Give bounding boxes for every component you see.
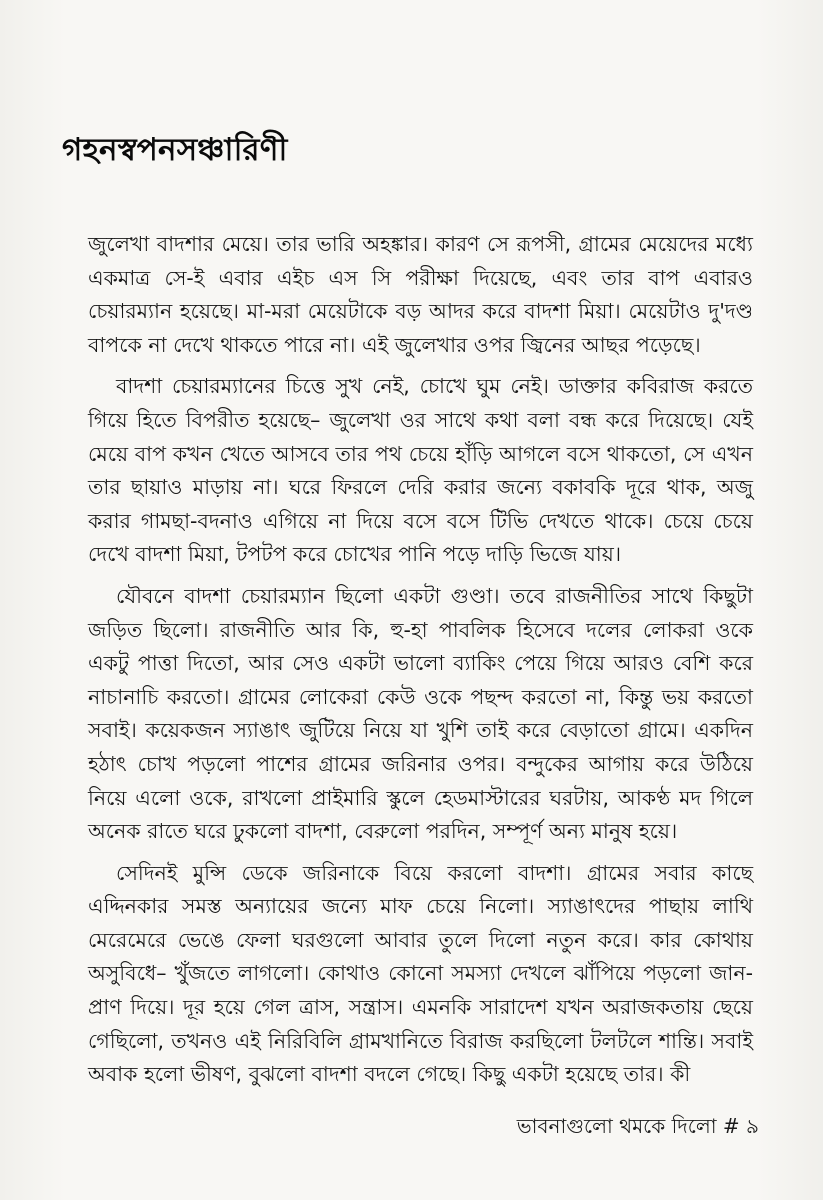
paragraph-4: সেদিনই মুন্সি ডেকে জরিনাকে বিয়ে করলো বাদশা। গ্রামের সবার কাছে এদ্দিনকার সমস্ত অন্যায়ের জন্যে মাফ চেয়ে নিলো। স্যাঙাৎদের পাছায় লাথি মেরেমেরে ভেঙে ফেলা ঘরগুলো আবার তুলে দিলো নতুন করে। কার কোথায় অসুবিধে– খুঁজতে লাগলো। কোথাও কোনো সমস্যা দেখলে ঝাঁপিয়ে পড়লো জান-প্রাণ দিয়ে। দূর হয়ে গেল ত্রাস, সন্ত্রাস। এমনকি সারাদেশ যখন অরাজকতায় ছেয়ে গেছিলো, তখনও এই নিরিবিলি গ্রামখানিতে বিরাজ করছিলো টলটলে শান্তি। সবাই অবাক হলো ভীষণ, বুঝলো বাদশা বদলে গেছে। কিছু একটা হয়েছে তার। কী	[88, 860, 753, 1087]
paragraph-3: যৌবনে বাদশা চেয়ারম্যান ছিলো একটা গুণ্ডা। তবে রাজনীতির সাথে কিছুটা জড়িত ছিলো। রাজনীতি আর কি, হু-হা পাবলিক হিসেবে দলের লোকরা ওকে একটু পাত্তা দিতো, আর সেও একটা ভালো ব্যাকিং পেয়ে গিয়ে আরও বেশি করে নাচানাচি করতো। গ্রামের লোকেরা কেউ ওকে পছন্দ করতো না, কিন্তু ভয় করতো সবাই। কয়েকজন স্যাঙাৎ জুটিয়ে নিয়ে যা খুশি তাই করে বেড়াতো গ্রামে। একদিন হঠাৎ চোখ পড়লো পাশের গ্রামের জরিনার ওপর। বন্দুকের আগায় করে উঠিয়ে নিয়ে এলো ওকে, রাখলো প্রাইমারি স্কুলে হেডমাস্টারের ঘরটায়, আকণ্ঠ মদ গিলে অনেক রাতে ঘরে ঢুকলো বাদশা, বেরুলো পরদিন, সম্পূর্ণ অন্য মানুষ হয়ে।	[88, 583, 753, 844]
page-footer	[517, 1112, 759, 1145]
page-number: # ৯	[722, 1114, 759, 1138]
paragraph-2: বাদশা চেয়ারম্যানের চিত্তে সুখ নেই, চোখে ঘুম নেই। ডাক্তার কবিরাজ করতে গিয়ে হিতে বিপরীত হয়েছে– জুলেখা ওর সাথে কথা বলা বন্ধ করে দিয়েছে। যেই মেয়ে বাপ কখন খেতে আসবে তার পথ চেয়ে হাঁড়ি আগলে বসে থাকতো, সে এখন তার ছায়াও মাড়ায় না। ঘরে ফিরলে দেরি করার জন্যে বকাবকি দূরে থাক, অজু করার গামছা-বদনাও এগিয়ে না দিয়ে বসে বসে টিভি দেখতে থাকে। চেয়ে চেয়ে দেখে বাদশা মিয়া, টপটপ করে চোখের পানি পড়ে দাড়ি ভিজে যায়।	[88, 374, 754, 567]
paragraph-1: জুলেখা বাদশার মেয়ে। তার ভারি অহঙ্কার। কারণ সে রূপসী, গ্রামের মেয়েদের মধ্যে একমাত্র সে-ই এবার এইচ এস সি পরীক্ষা দিয়েছে, এবং তার বাপ এবারও চেয়ারম্যান হয়েছে। মা-মরা মেয়েটাকে বড় আদর করে বাদশা মিয়া। মেয়েটাও দু'দণ্ড বাপকে না দেখে থাকতে পারে না। এই জুলেখার ওপর জ্বিনের আছর পড়েছে।	[88, 232, 753, 357]
chapter-body	[88, 228, 753, 1100]
chapter-title: গহনস্বপনসঞ্চারিণী	[62, 132, 288, 168]
footer-book-title: ভাবনাগুলো থমকে দিলো	[516, 1114, 717, 1138]
